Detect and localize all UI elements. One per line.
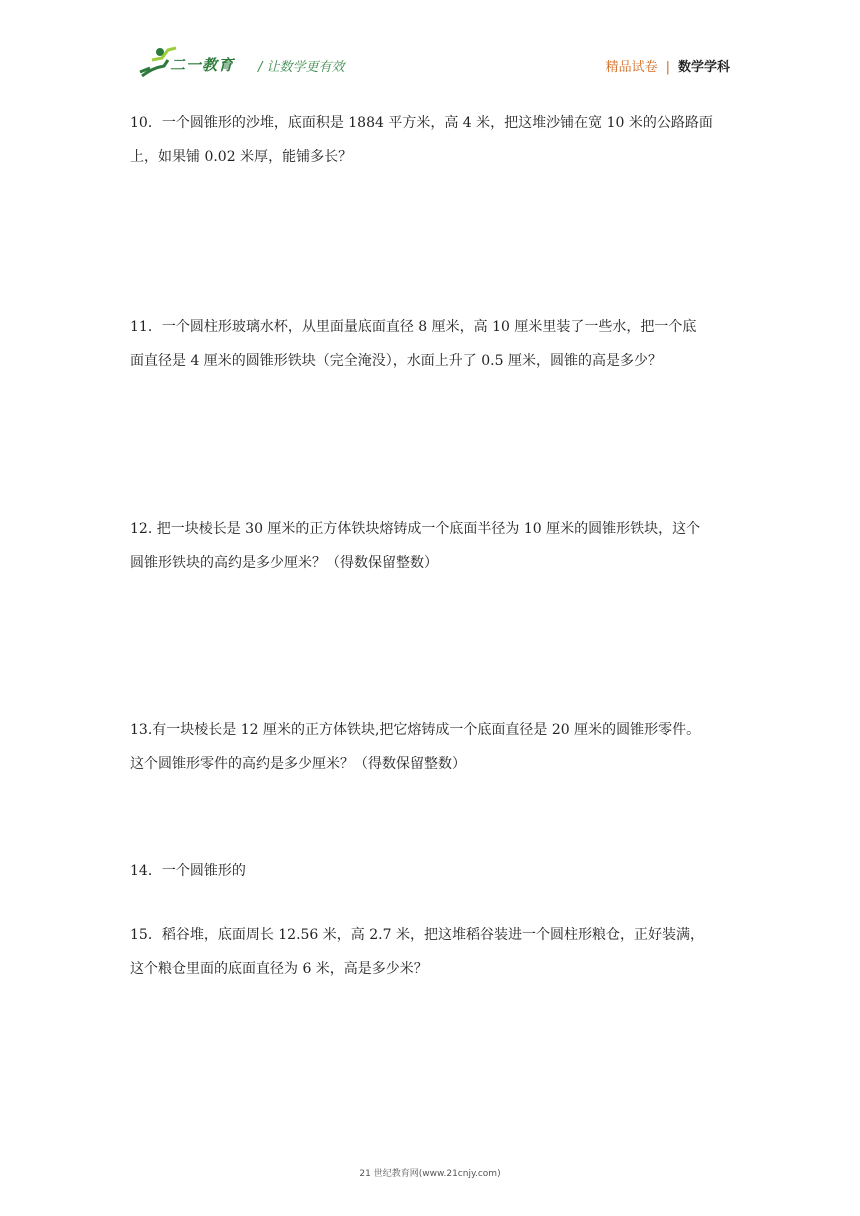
exam-tag: 精品试卷 <box>605 60 658 75</box>
header-right <box>606 56 730 75</box>
question-line: 12. 把一块棱长是 30 厘米的正方体铁块熔铸成一个底面半径为 10 厘米的圆锥形铁块，这个 <box>130 521 701 537</box>
question-line: 这个粮仓里面的底面直径为 6 米，高是多少米？ <box>130 961 428 977</box>
brand-slogan: / 让数学更有效 <box>258 60 345 75</box>
question-line: 10．一个圆锥形的沙堆，底面积是 1884 平方米，高 4 米，把这堆沙铺在宽 10 米的公路路面 <box>130 115 713 131</box>
question-14 <box>130 854 730 888</box>
question-11 <box>130 310 730 378</box>
question-15 <box>130 918 730 986</box>
question-line: 这个圆锥形零件的高约是多少厘米？（得数保留整数） <box>130 756 466 772</box>
question-13 <box>130 713 730 781</box>
brand-name: 二一教育 <box>170 56 235 74</box>
question-line: 上，如果铺 0.02 米厚，能铺多长？ <box>130 149 353 165</box>
question-12 <box>130 512 730 580</box>
header-separator: | <box>665 60 670 75</box>
subject-label: 数学学科 <box>677 60 730 75</box>
page-footer: 21 世纪教育网(www.21cnjy.com) <box>359 1169 501 1179</box>
question-line: 13.有一块棱长是 12 厘米的正方体铁块,把它熔铸成一个底面直径是 20 厘米的圆锥形零件。 <box>130 722 701 738</box>
question-line: 14．一个圆锥形的 <box>130 863 246 879</box>
question-line: 面直径是 4 厘米的圆锥形铁块（完全淹没），水面上升了 0.5 厘米，圆锥的高是多少？ <box>130 353 662 369</box>
question-10 <box>130 106 730 174</box>
question-line: 11．一个圆柱形玻璃水杯，从里面量底面直径 8 厘米，高 10 厘米里装了一些水，把一个底 <box>130 319 697 335</box>
question-line: 15．稻谷堆，底面周长 12.56 米，高 2.7 米，把这堆稻谷装进一个圆柱形粮仓，正好装满， <box>130 927 704 943</box>
question-line: 圆锥形铁块的高约是多少厘米？（得数保留整数） <box>130 555 438 571</box>
page-header <box>0 0 860 90</box>
